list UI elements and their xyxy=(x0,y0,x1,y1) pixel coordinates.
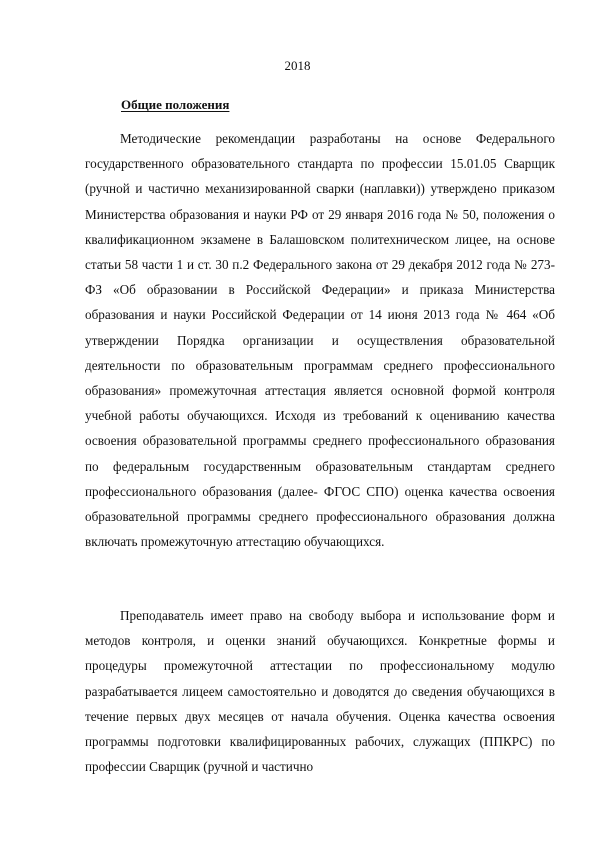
document-year: 2018 xyxy=(284,58,311,73)
paragraph-teacher-rights: Преподаватель имеет право на свободу выбора и использование форм и методов контроля, и оценки знаний обучающихся. Конкретные формы и процедуры промежуточной аттестации по профессиональному модулю разрабатывается лицеем самостоятельно и доводятся до сведения обучающихся в течение первых двух месяцев от начала обучения. Оценка качества освоения программы подготовки квалифицированных рабочих, служащих (ППКРС) по профессии Сварщик (ручной и частично xyxy=(85,608,555,775)
paragraph-intro: Методические рекомендации разработаны на основе Федерального государственного образовательного стандарта по профессии 15.01.05 Сварщик (ручной и частично механизированной сварки (наплавки)) утверждено приказом Министерства образования и науки РФ от 29 января 2016 года № 50, положения о квалификационном экзамене в Балашовском политехническом лицее, на основе статьи 58 части 1 и ст. 30 п.2 Федерального закона от 29 декабря 2012 года № 273-ФЗ «Об образовании в Российской Федерации» и приказа Министерства образования и науки Российской Федерации от 14 июня 2013 года № 464 «Об утверждении Порядка организации и осуществления образовательной деятельности по образовательным программам среднего профессионального образования» промежуточная аттестация является основной формой контроля учебной работы обучающихся. Исходя из требований к оцениванию качества освоения образовательной программы среднего профессионального образования по федеральным государственным образовательным стандартам среднего профессионального образования (далее- ФГОС СПО) оценка качества освоения образовательной программы среднего профессионального образования должна включать промежуточную аттестацию обучающихся. xyxy=(85,131,555,550)
section-title: Общие положения xyxy=(121,97,230,112)
